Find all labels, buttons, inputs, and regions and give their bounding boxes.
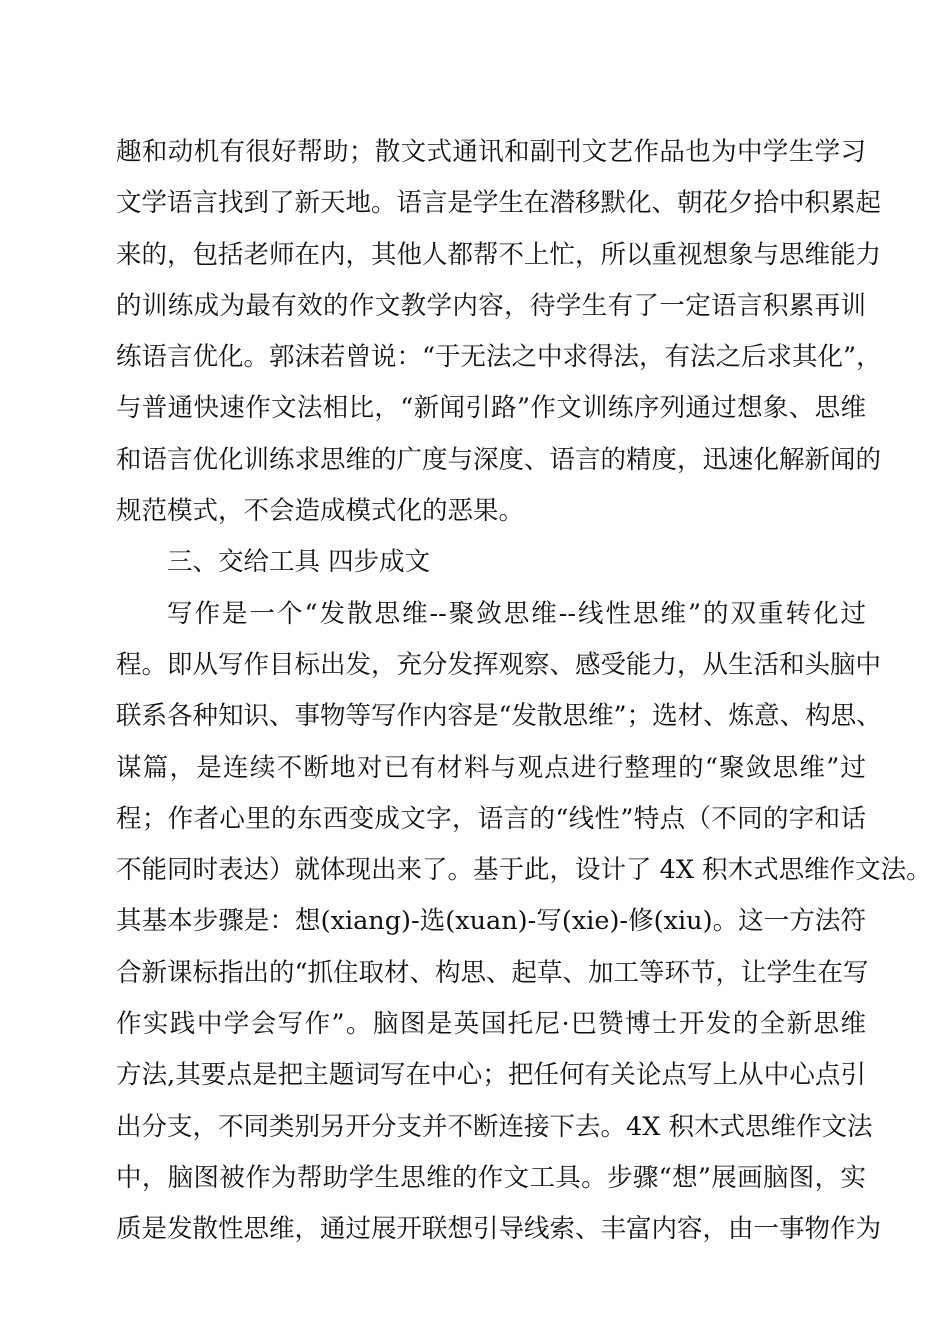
text-line: 合新课标指出的“抓住取材、构思、起草、加工等环节，让学生在写	[116, 957, 869, 988]
text-line: 程。即从写作目标出发，充分发挥观察、感受能力，从生活和头脑中	[116, 649, 882, 680]
text-line: 文学语言找到了新天地。语言是学生在潜移默化、朝花夕拾中积累起	[116, 188, 882, 219]
text-line: 规范模式，不会造成模式化的恶果。	[116, 496, 525, 527]
text-line: 其基本步骤是：想(xiang)-选(xuan)-写(xie)-修(xiu)。这一方法符	[116, 906, 866, 937]
text-line: 作实践中学会写作”。脑图是英国托尼·巴赞博士开发的全新思维	[116, 1009, 866, 1040]
text-line: 与普通快速作文法相比，“新闻引路”作文训练序列通过想象、思维	[116, 393, 866, 424]
text-line: 练语言优化。郭沫若曾说：“于无法之中求得法，有法之后求其化”，	[116, 342, 882, 373]
text-line: 方法,其要点是把主题词写在中心；把任何有关论点写上从中心点引	[116, 1060, 866, 1091]
text-line: 和语言优化训练求思维的广度与深度、语言的精度，迅速化解新闻的	[116, 444, 882, 475]
text-line: 的训练成为最有效的作文教学内容，待学生有了一定语言积累再训	[116, 290, 866, 321]
paragraph-1	[116, 127, 882, 537]
text-line: 写作是一个“发散思维--聚敛思维--线性思维”的双重转化过	[167, 598, 866, 629]
text-line: 联系各种知识、事物等写作内容是“发散思维”；选材、炼意、构思、	[116, 701, 882, 732]
text-line: 中，脑图被作为帮助学生思维的作文工具。步骤“想”展画脑图，实	[116, 1162, 866, 1193]
text-line: 程；作者心里的东西变成文字，语言的“线性”特点（不同的字和话	[116, 803, 866, 834]
text-line: 谋篇，是连续不断地对已有材料与观点进行整理的“聚敛思维”过	[116, 752, 866, 783]
document-body	[116, 127, 932, 1256]
section-heading: 三、交给工具 四步成文	[167, 547, 431, 578]
text-line: 趣和动机有很好帮助；散文式通讯和副刊文艺作品也为中学生学习	[116, 137, 866, 167]
text-line: 来的，包括老师在内，其他人都帮不上忙，所以重视想象与思维能力	[116, 239, 882, 270]
text-line: 质是发散性思维，通过展开联想引导线索、丰富内容，由一事物作为	[116, 1214, 882, 1245]
text-line: 不能同时表达）就体现出来了。基于此，设计了 4X 积木式思维作文法。	[116, 855, 932, 886]
text-line: 出分支，不同类别另开分支并不断连接下去。4X 积木式思维作文法	[116, 1111, 873, 1142]
paragraph-2	[116, 589, 932, 1256]
